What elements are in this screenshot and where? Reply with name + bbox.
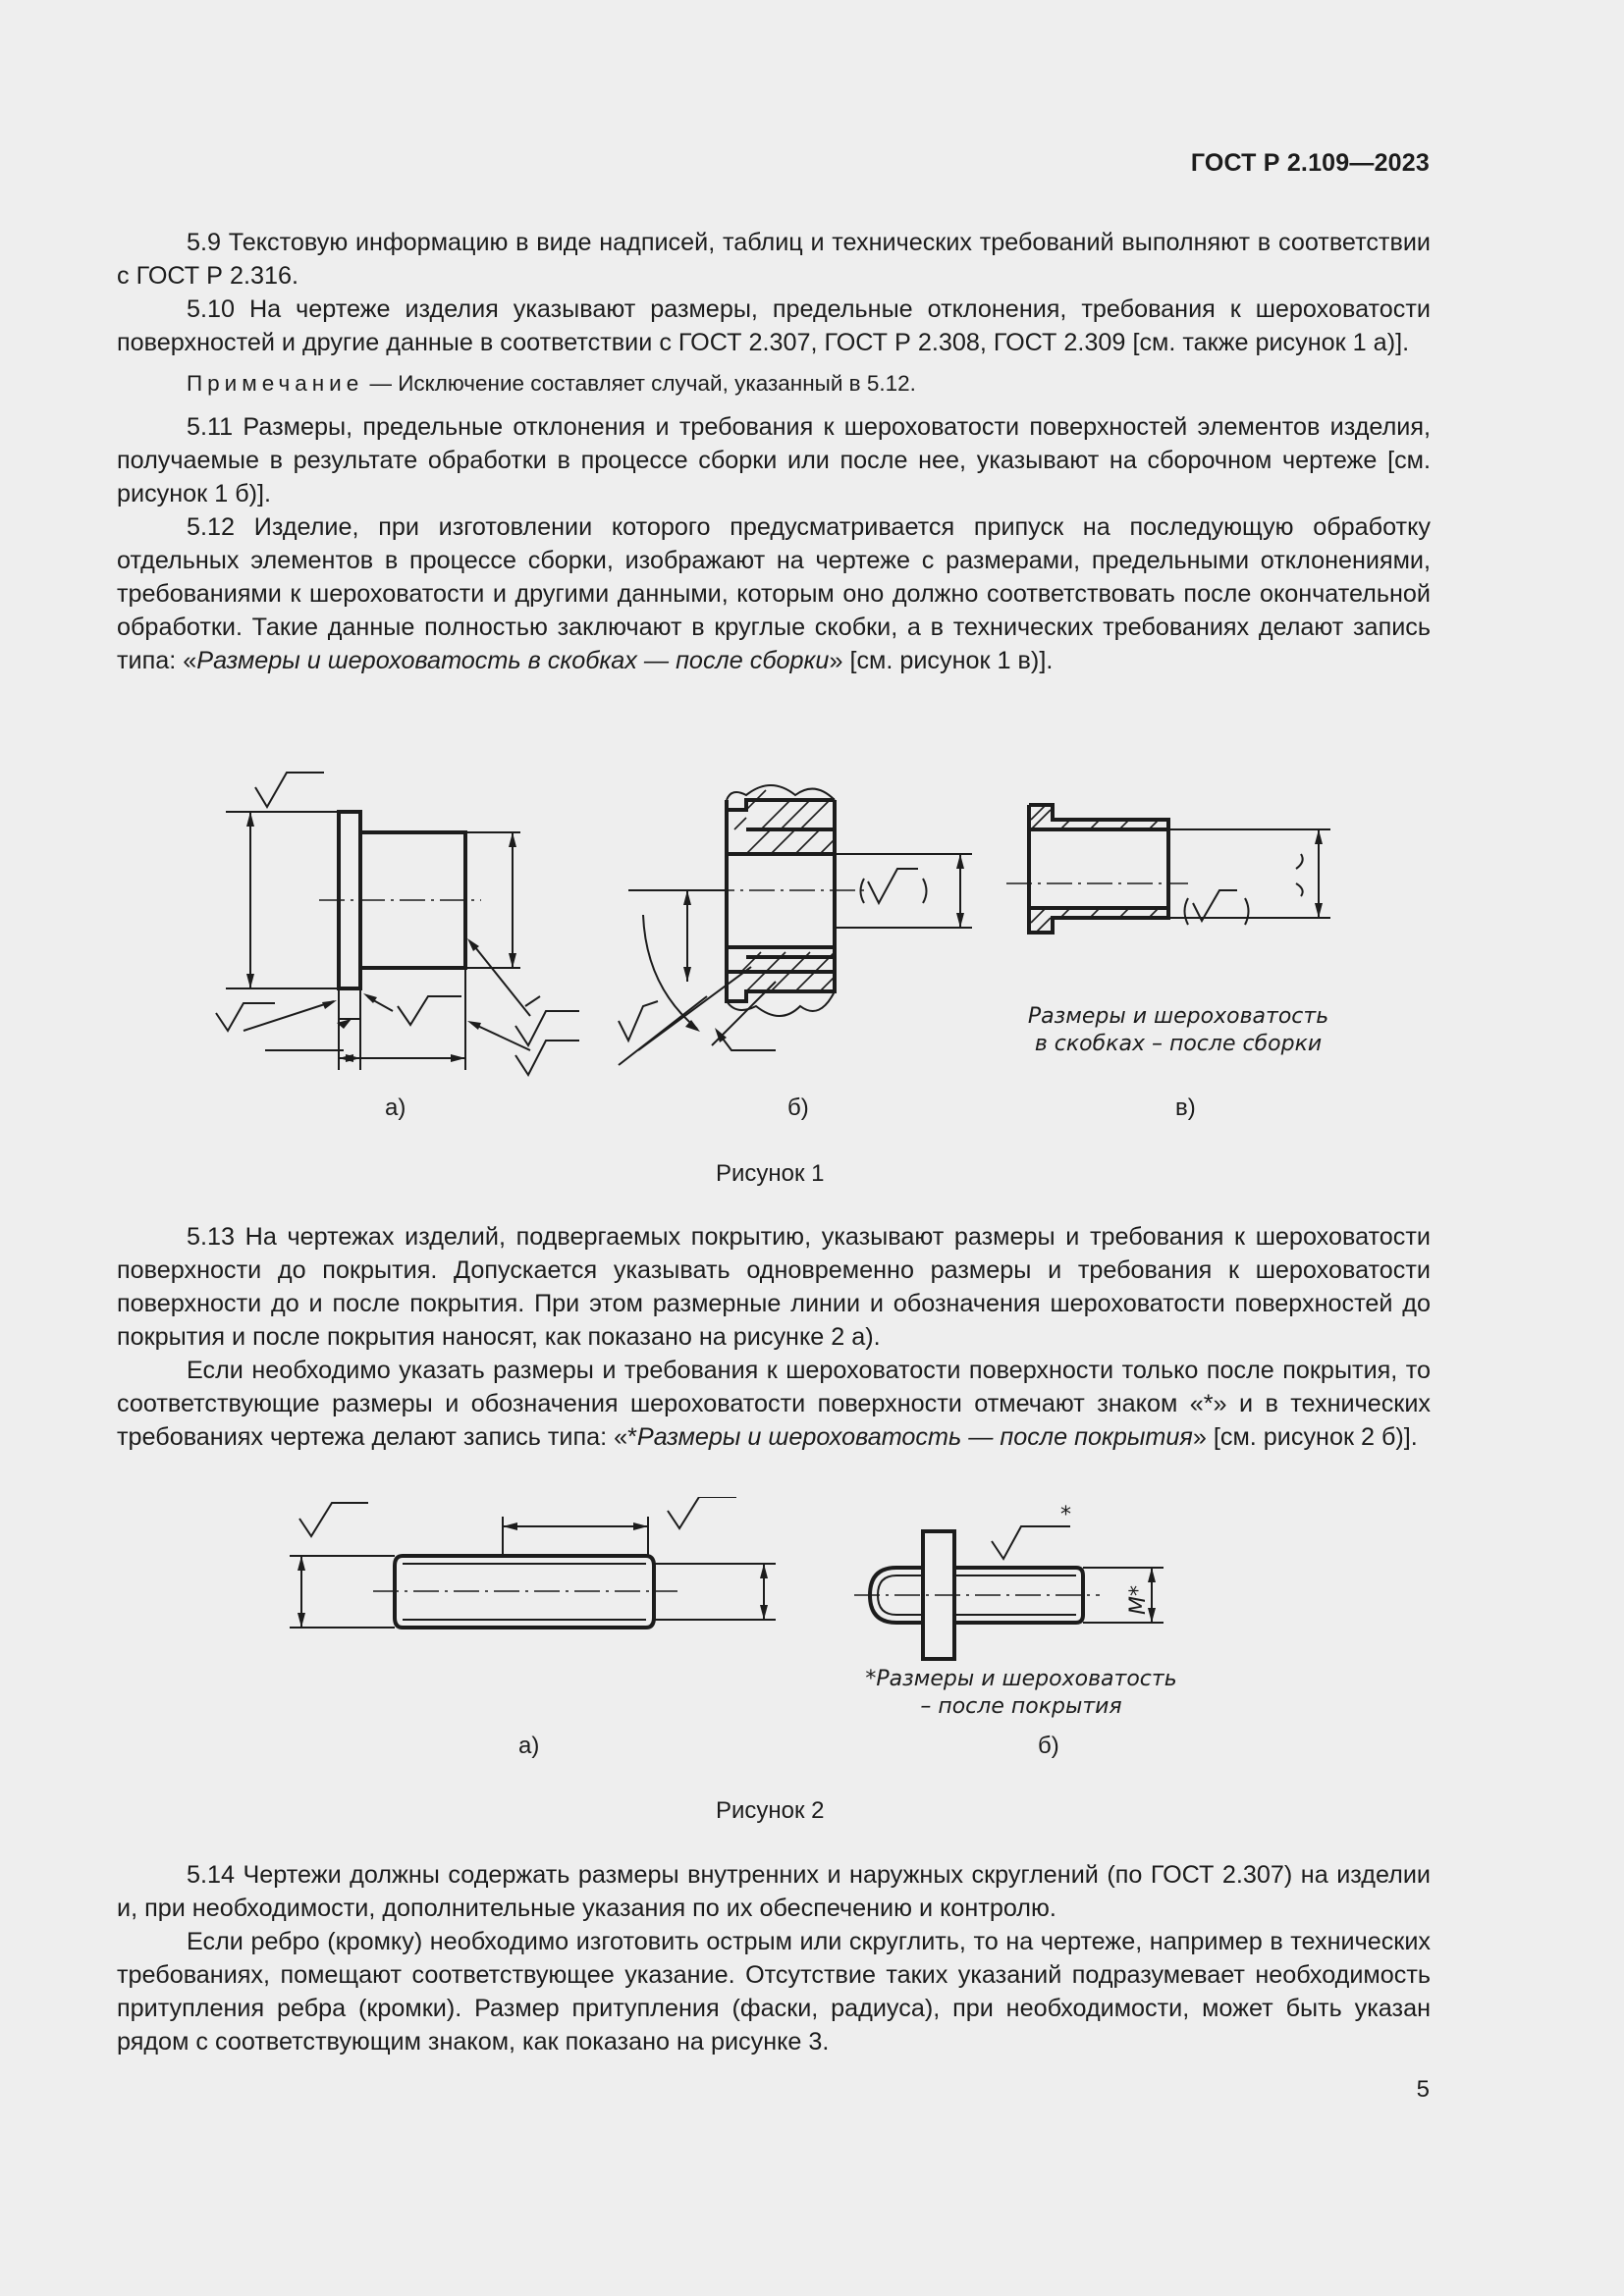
figure-1a-bushing bbox=[216, 773, 579, 1075]
figure-1b-label: б) bbox=[787, 1095, 809, 1121]
section-5-9-5-12 bbox=[117, 226, 1431, 677]
figure-1b-assembly bbox=[619, 785, 972, 1065]
paragraph-5-14: 5.14 Чертежи должны содержать размеры внутренних и наружных скруглений (по ГОСТ 2.307) на изделии и, при необходимости, дополнительные указания по их обеспечению и контролю. bbox=[117, 1861, 1431, 1922]
figure-1c-label: в) bbox=[1175, 1095, 1196, 1121]
page-number: 5 bbox=[1416, 2076, 1430, 2103]
figure-1c-part bbox=[1006, 805, 1330, 1056]
figure-2b-star: * bbox=[1060, 1503, 1071, 1527]
note-text: Исключение составляет случай, указанный в 5.12. bbox=[398, 371, 916, 396]
figure-2b-note-line1: *Размеры и шероховатость bbox=[865, 1667, 1177, 1691]
paragraph-5-13: 5.13 На чертежах изделий, подвергаемых покрытию, указывают размеры и требования к шероховатости поверхности до покрытия. Допускается указывать одновременно размеры и требования к шероховатости поверхности до и после покрытия. При этом размерные линии и обозначения шероховатости поверхностей до покрытия и после покрытия наносят, как показано на рисунке 2 а). bbox=[117, 1223, 1431, 1351]
figure-1-drawing bbox=[196, 756, 1375, 1080]
figure-2a-pin bbox=[290, 1497, 776, 1628]
figure-2-caption: Рисунок 2 bbox=[716, 1797, 825, 1824]
figure-2b-pin bbox=[854, 1503, 1177, 1719]
paragraph-5-10: 5.10 На чертеже изделия указывают размеры, предельные отклонения, требования к шероховатости поверхностей и другие данные в соответствии с ГОСТ 2.307, ГОСТ Р 2.308, ГОСТ 2.309 [см. также рисунок 1 а)]. bbox=[117, 295, 1431, 356]
paragraph-5-13-continued: Если необходимо указать размеры и требования к шероховатости поверхности только после покрытия, то соответствующие размеры и обозначения шероховатости поверхности отмечают знаком «*» и в технических требованиях чертежа делают запись типа: «*Размеры и шероховатость — после покрытия» [см. рисунок 2 б)]. bbox=[117, 1357, 1431, 1451]
figure-2b-label: б) bbox=[1038, 1733, 1059, 1759]
figure-1-caption: Рисунок 1 bbox=[716, 1160, 825, 1187]
paragraph-5-12: 5.12 Изделие, при изготовлении которого предусматривается припуск на последующую обработку отдельных элементов в процессе сборки, изображают на чертеже с размерами, предельными отклонениями, требованиями к шероховатости и другими данными, которым оно должно соответствовать после окончательной обработки. Такие данные полностью заключают в круглые скобки, а в технических требованиях делают запись типа: «Размеры и шероховатость в скобках — после сборки» [см. рисунок 1 в)]. bbox=[117, 513, 1431, 674]
figure-2b-note-line2: – после покрытия bbox=[920, 1694, 1122, 1719]
paragraph-5-14-continued: Если ребро (кромку) необходимо изготовить острым или скруглить, то на чертеже, например в технических требованиях, помещают соответствующее указание. Отсутствие таких указаний подразумевает необходимость притупления ребра (кромки). Размер притупления (фаски, радиуса), при необходимости, может быть указан рядом с соответствующим знаком, как показано на рисунке 3. bbox=[117, 1928, 1431, 2056]
standard-number: ГОСТ Р 2.109—2023 bbox=[1190, 149, 1430, 177]
note-dash: — bbox=[363, 371, 399, 396]
figure-2-drawing bbox=[275, 1497, 1316, 1733]
note bbox=[117, 369, 1431, 399]
paragraph-5-11: 5.11 Размеры, предельные отклонения и требования к шероховатости поверхностей элементов изделия, получаемые в результате обработки в процессе сборки или после нее, указывают на сборочном чертеже [см. рисунок 1 б)]. bbox=[117, 413, 1431, 507]
figure-1c-note-line2: в скобках – после сборки bbox=[1034, 1032, 1323, 1056]
figure-1a-label: а) bbox=[385, 1095, 406, 1121]
figure-1c-note-line1: Размеры и шероховатость bbox=[1027, 1004, 1329, 1029]
figure-2b-dim-label: М* bbox=[1126, 1585, 1151, 1615]
section-5-13 bbox=[117, 1220, 1431, 1454]
paragraph-5-9: 5.9 Текстовую информацию в виде надписей, таблиц и технических требований выполняют в соответствии с ГОСТ Р 2.316. bbox=[117, 229, 1431, 290]
note-label: Примечание bbox=[187, 371, 364, 396]
section-5-14 bbox=[117, 1858, 1431, 2058]
figure-2a-label: а) bbox=[518, 1733, 540, 1759]
